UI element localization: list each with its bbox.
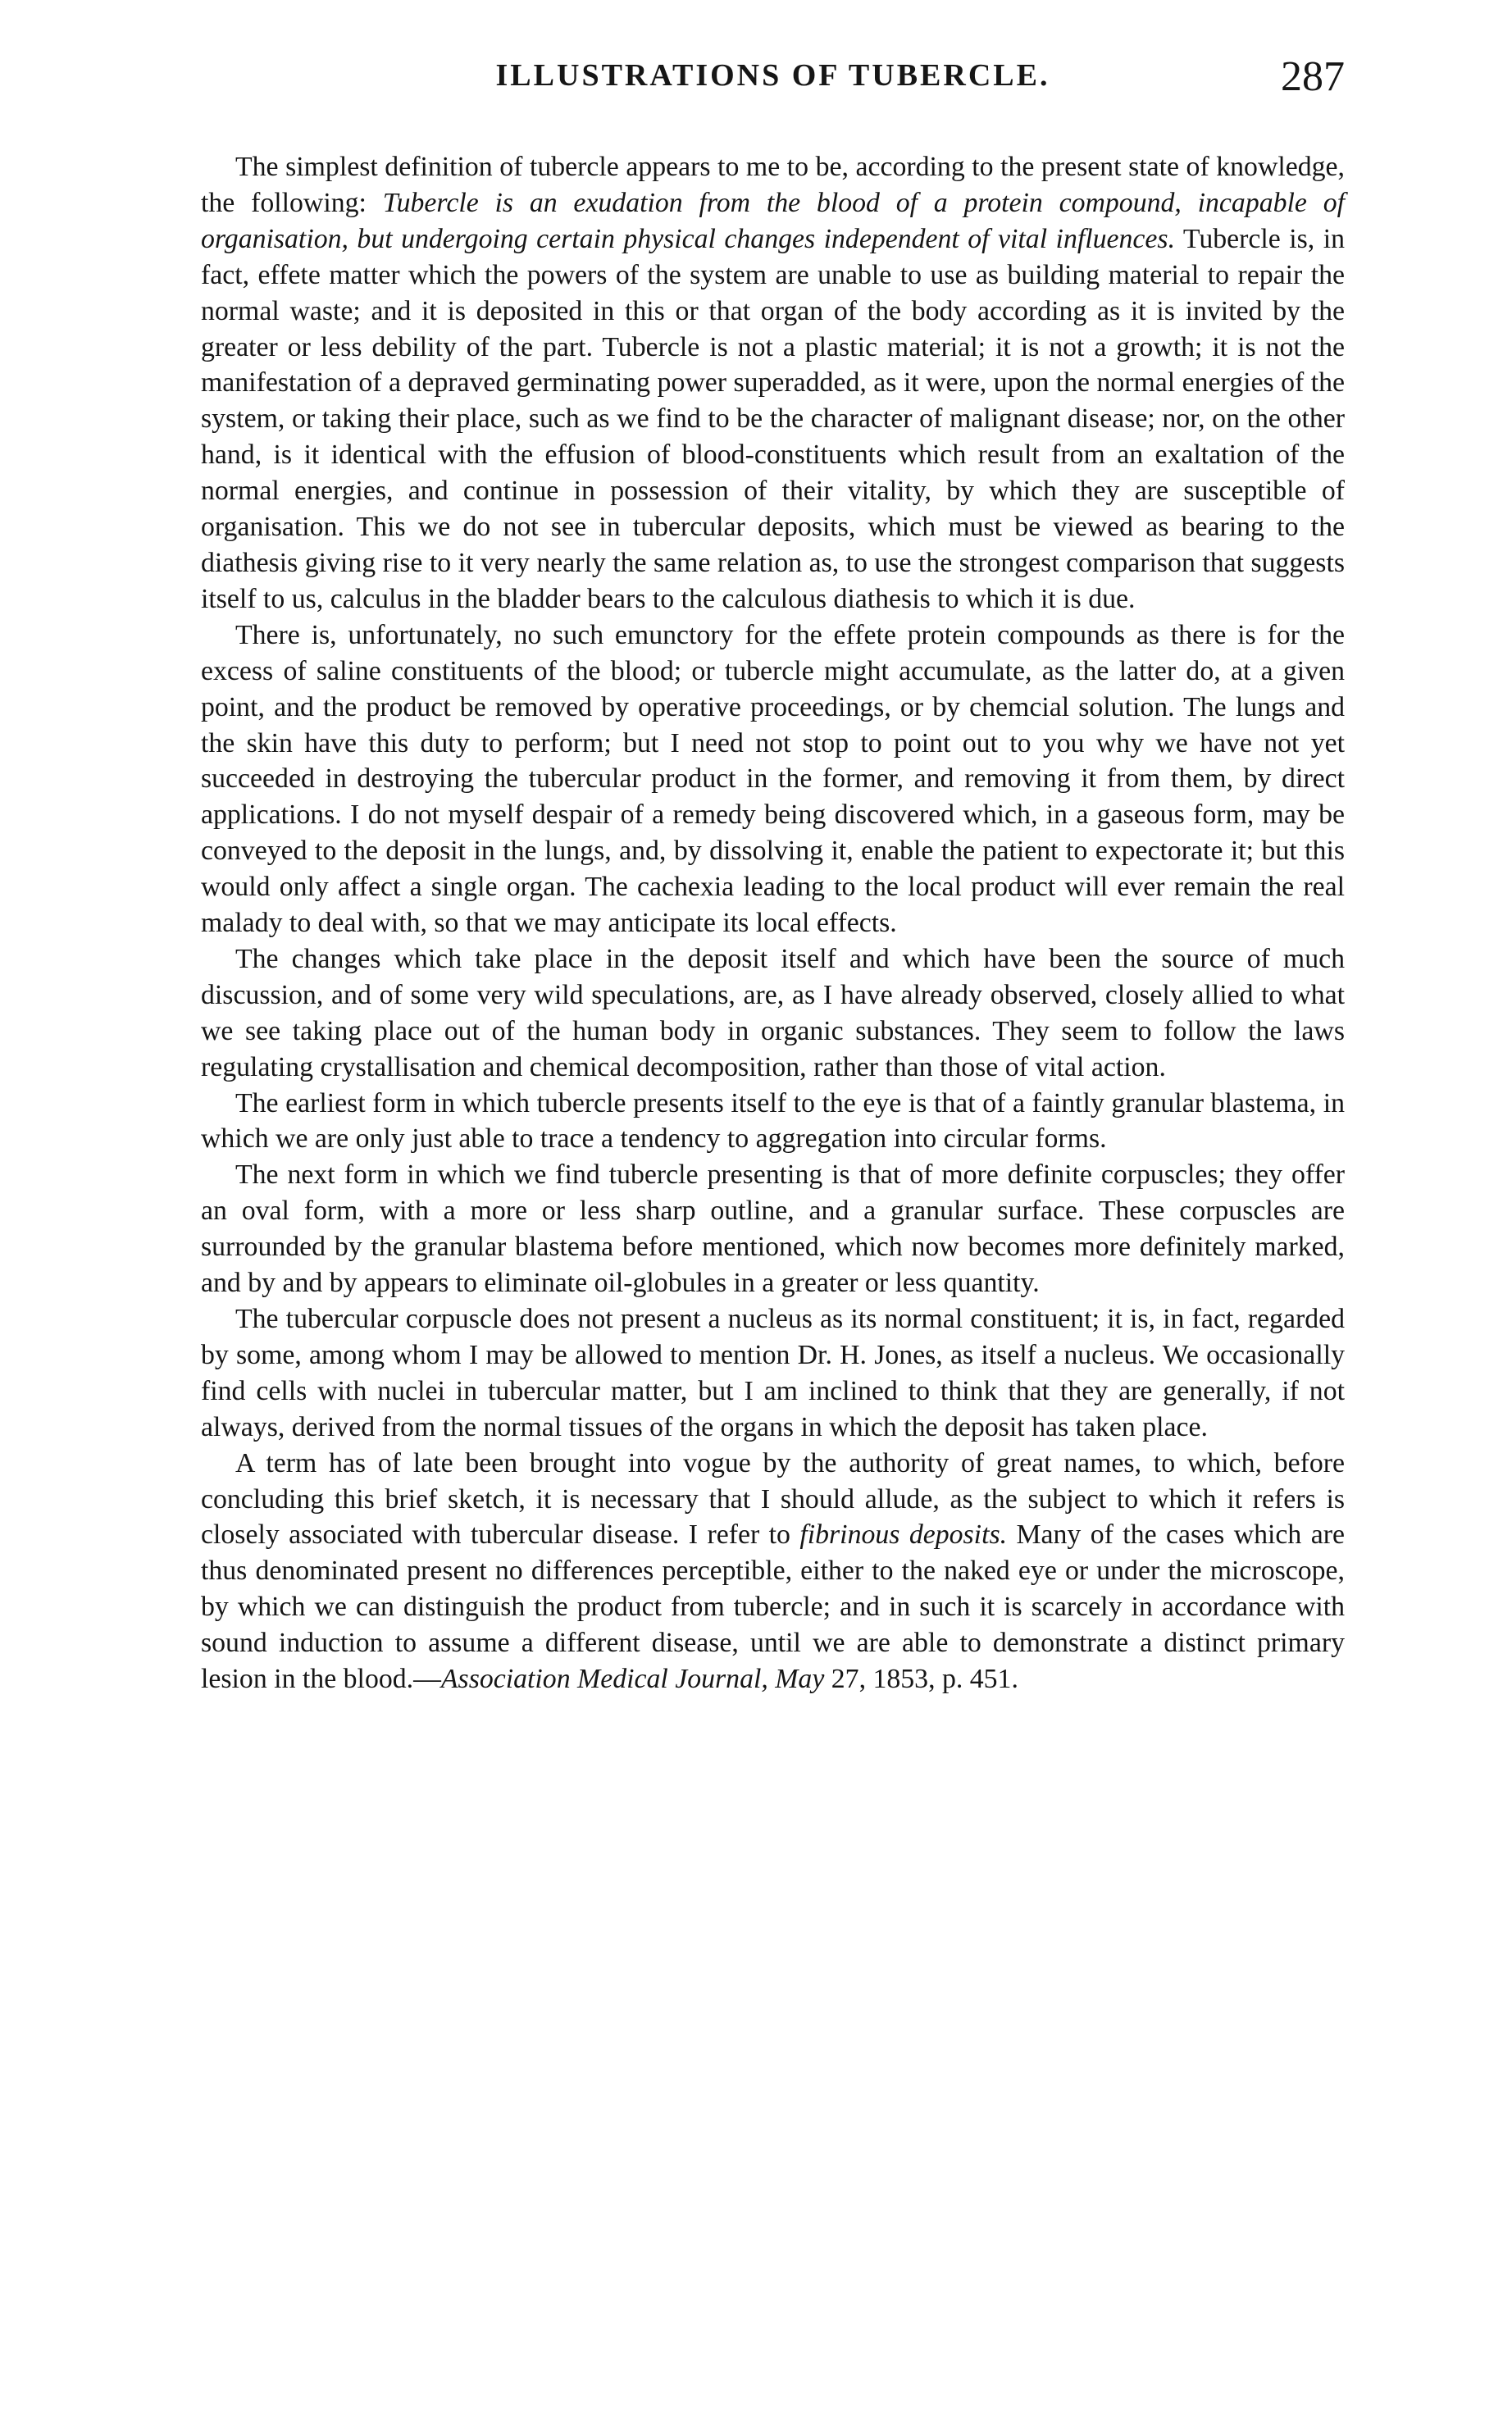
paragraph-earliest-form: The earliest form in which tubercle presents itself to the eye is that of a faintly granular blastema, in which we are only just able to trace a tendency to aggregation into circular forms. [201,1087,1345,1155]
paragraph-text: Tubercle is, in fact, effete matter which the powers of the system are unable to use as building material to repair the normal waste; and it is deposited in this or that organ of the body according as it is invited by the greater or less debility of the part. Tubercle is not a plastic material; it is not a growth; it is not the manifestation of a depraved germinating power superadded, as it were, upon the normal energies of the system, or taking their place, such as we find to be the character of malignant disease; nor, on the other hand, is it identical with the effusion of blood-constituents which result from an exaltation of the normal energies, and continue in possession of their vitality, by which they are susceptible of organisation. This we do not see in tubercular deposits, which must be viewed as bearing to the diathesis giving rise to it very nearly the same relation as, to use the strongest comparison that suggests itself to us, calculus in the bladder bears to the calculous diathesis to which it is due. [201,223,1345,614]
citation-source: Association Medical Journal, May [440,1664,825,1695]
citation-date: 27, 1853, p. 451. [824,1664,1018,1695]
paragraph-next-form: The next form in which we find tubercle presenting is that of more definite corpuscles; they offer an oval form, with a more or less sharp outline, and a granular surface. These corpuscles are surrounded by the granular blastema before mentioned, which now becomes more definitely marked, and by and by appears to eliminate oil-globules in a greater or less quantity. [201,1159,1345,1299]
paragraph-emunctory: There is, unfortunately, no such emunctory for the effete protein compounds as there is for the excess of saline constituents of the blood; or tubercle might accumulate, as the latter do, at a given point, and the product be removed by operative proceedings, or by chemcial solution. The lungs and the skin have this duty to perform; but I need not stop to point out to you why we have not yet succeeded in destroying the tubercular product in the former, and removing it from them, by direct applications. I do not myself despair of a remedy being discovered which, in a gaseous form, may be conveyed to the deposit in the lungs, and, by dissolving it, enable the patient to expectorate it; but this would only affect a single organ. The cachexia leading to the local product will ever remain the real malady to deal with, so that we may anticipate its local effects. [201,619,1345,939]
paragraph-corpuscle: The tubercular corpuscle does not present a nucleus as its normal constituent; it is, in fact, regarded by some, among whom I may be allowed to mention Dr. H. Jones, as itself a nucleus. We occasionally find cells with nuclei in tubercular matter, but I am inclined to think that they are generally, if not always, derived from the normal tissues of the organs in which the deposit has taken place. [201,1304,1345,1442]
italic-definition: Tubercle is an exudation from the blood of a protein compound, incapable of organisation, but undergoing certain physical changes independent of vital influences. [201,187,1345,254]
paragraph-changes: The changes which take place in the deposit itself and which have been the source of much discussion, and of some very wild speculations, are, as I have already observed, closely allied to what we see taking place out of the human body in organic substances. They seem to follow the laws regulating crystallisation and chemical decomposition, rather than those of vital action. [201,943,1345,1082]
article-body [201,149,1345,1697]
running-head [201,53,1345,108]
paragraph-text: Many of the cases which are thus denominated present no differences perceptible, either to the naked eye or under the microscope, by which we can distinguish the product from tubercle; and in such it is scarcely in accordance with sound induction to assume a different disease, until we are able to demonstrate a distinct primary lesion in the blood.— [201,1519,1345,1695]
paragraph-text: A term has of late been brought into vogue by the authority of great names, to which, before concluding this brief sketch, it is necessary that I should allude, as the subject to which it refers is closely associated with tubercular disease. I refer to [201,1447,1345,1551]
page-number: 287 [1281,53,1345,100]
running-title: ILLUSTRATIONS OF TUBERCLE. [495,58,1050,93]
paragraph-definition [201,149,1345,617]
paragraph-text: The simplest definition of tubercle appears to me to be, according to the present state of knowledge, the following: [201,152,1345,218]
italic-term: fibrinous deposits. [799,1519,1008,1551]
paragraph-fibrinous-deposits [201,1446,1345,1697]
